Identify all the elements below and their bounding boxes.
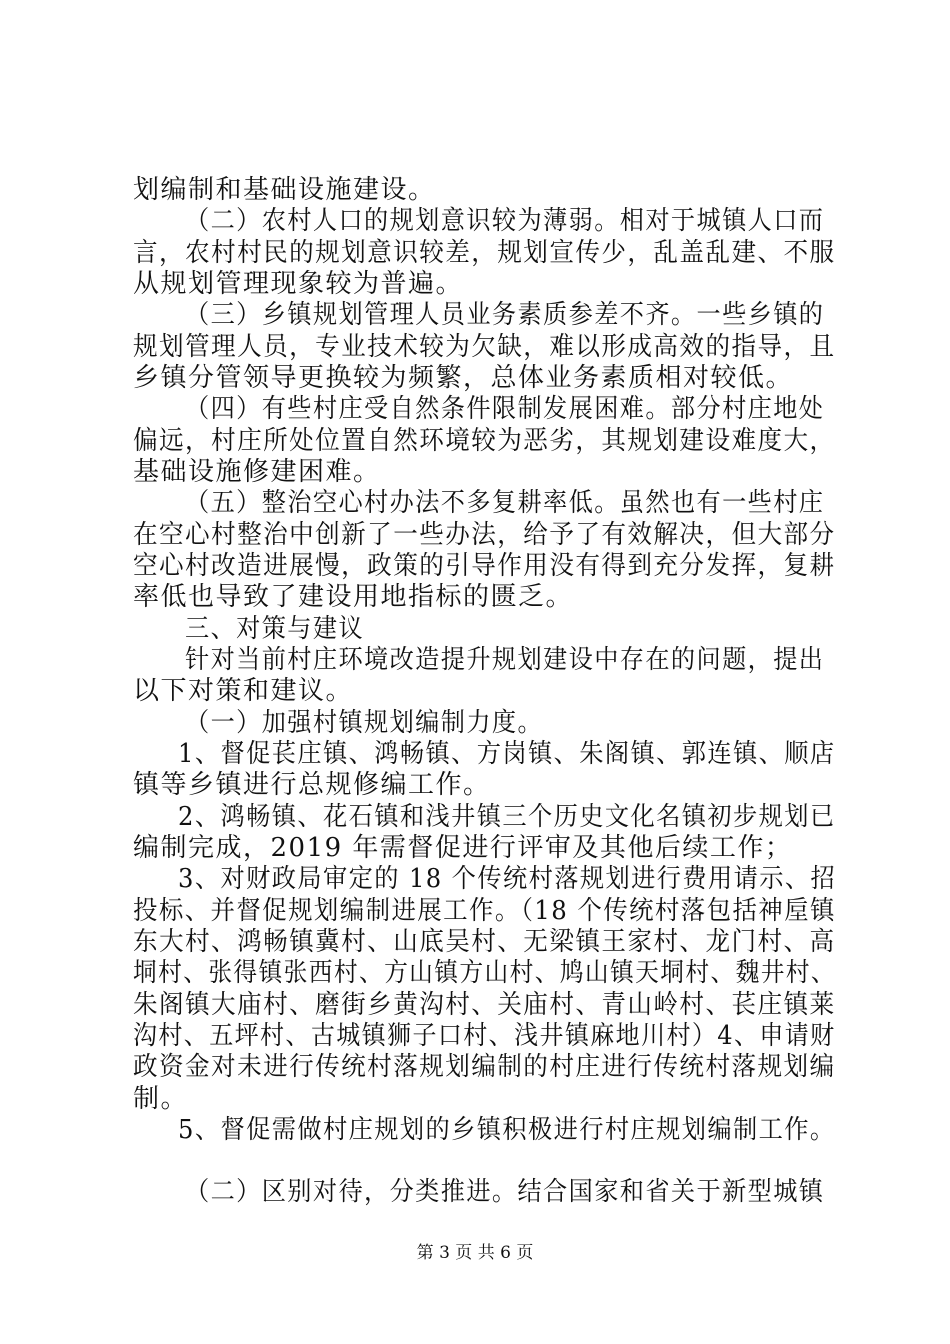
text-line: 2、鸿畅镇、花石镇和浅井镇三个历史文化名镇初步规划已	[178, 802, 836, 832]
text-line: 垌村、张得镇张西村、方山镇方山村、鸠山镇天垌村、魏井村、	[133, 958, 837, 988]
text-line: 东大村、鸿畅镇冀村、山底吴村、无梁镇王家村、龙门村、高	[133, 927, 836, 957]
subsection-heading: （一）加强村镇规划编制力度。	[185, 708, 544, 738]
text-line: 在空心村整治中创新了一些办法，给予了有效解决，但大部分	[133, 520, 836, 550]
text-line: 言，农村村民的规划意识较差，规划宣传少，乱盖乱建、不服	[133, 238, 836, 268]
text-line: 投标、并督促规划编制进展工作。（18 个传统村落包括神垕镇	[133, 896, 836, 926]
text-line: 以下对策和建议。	[133, 676, 354, 706]
text-line: （二）农村人口的规划意识较为薄弱。相对于城镇人口而	[185, 206, 825, 236]
text-line: 乡镇分管领导更换较为频繁，总体业务素质相对较低。	[133, 363, 794, 393]
text-line: 针对当前村庄环境改造提升规划建设中存在的问题，提出	[185, 645, 825, 675]
text-line: （五）整治空心村办法不多复耕率低。虽然也有一些村庄	[185, 488, 825, 518]
text-line: （四）有些村庄受自然条件限制发展困难。部分村庄地处	[185, 394, 825, 424]
text-line: 5、督促需做村庄规划的乡镇积极进行村庄规划编制工作。	[178, 1115, 836, 1145]
text-line: 朱阁镇大庙村、磨街乡黄沟村、关庙村、青山岭村、苌庄镇莱	[133, 990, 836, 1020]
text-line: 基础设施修建困难。	[133, 457, 381, 487]
text-line: 规划管理人员，专业技术较为欠缺，难以形成高效的指导，且	[133, 332, 836, 362]
section-heading: 三、对策与建议	[185, 614, 365, 644]
text-line: 偏远，村庄所处位置自然环境较为恶劣，其规划建设难度大，	[133, 426, 836, 456]
text-line: 划编制和基础设施建设。	[133, 175, 436, 205]
text-line: （三）乡镇规划管理人员业务素质参差不齐。一些乡镇的	[185, 300, 825, 330]
page-number-footer: 第 3 页 共 6 页	[416, 1243, 534, 1263]
text-line: 编制完成，2019 年需督促进行评审及其他后续工作；	[133, 833, 793, 863]
text-line: 政资金对未进行传统村落规划编制的村庄进行传统村落规划编	[133, 1052, 836, 1082]
text-line: 沟村、五坪村、古城镇狮子口村、浅井镇麻地川村）4、申请财	[133, 1021, 836, 1051]
text-line: 空心村改造进展慢，政策的引导作用没有得到充分发挥，复耕	[133, 551, 836, 581]
text-line: 3、对财政局审定的 18 个传统村落规划进行费用请示、招	[178, 864, 837, 894]
text-line: 从规划管理现象较为普遍。	[133, 269, 464, 299]
text-line: 镇等乡镇进行总规修编工作。	[133, 770, 491, 800]
text-line: （二）区别对待，分类推进。结合国家和省关于新型城镇	[185, 1177, 825, 1207]
text-line: 制。	[133, 1084, 189, 1114]
text-line: 率低也导致了建设用地指标的匮乏。	[133, 582, 574, 612]
text-line: 1、督促苌庄镇、鸿畅镇、方岗镇、朱阁镇、郭连镇、顺店	[178, 739, 836, 769]
